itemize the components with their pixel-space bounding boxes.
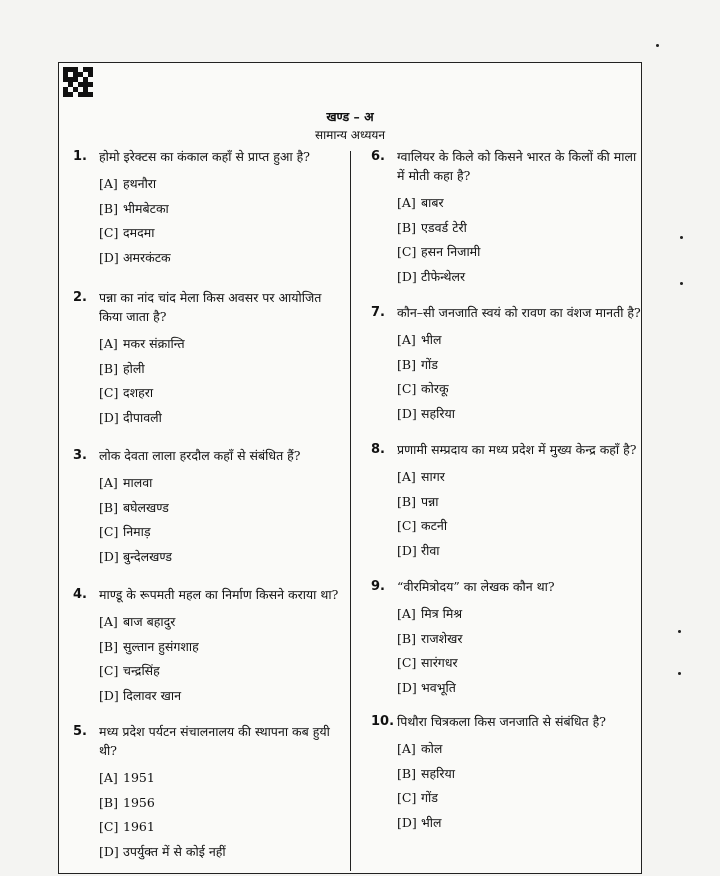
options-list	[99, 766, 343, 864]
option-text: कोरकू	[421, 381, 449, 396]
option-label: [D]	[99, 687, 119, 703]
column-divider	[350, 151, 351, 871]
option-label: [D]	[99, 843, 119, 859]
option-label: [C]	[99, 524, 119, 539]
option-item	[397, 328, 641, 353]
option-label: [B]	[99, 794, 118, 810]
question-text: माण्डू के रूपमती महल का निर्माण किसने कराया था?	[99, 587, 339, 602]
options-list	[397, 191, 641, 289]
option-text: सुल्तान हुसंगशाह	[123, 638, 199, 654]
option-text: 1961	[123, 819, 155, 834]
options-list	[397, 328, 641, 426]
scan-speck	[680, 236, 683, 239]
option-item	[99, 406, 343, 431]
option-label: [A]	[397, 606, 416, 621]
left-column	[73, 147, 343, 864]
option-text: चन्द्रसिंह	[123, 663, 160, 678]
option-text: उपर्युक्त में से कोई नहीं	[123, 843, 226, 859]
option-item	[99, 246, 343, 271]
option-item	[99, 610, 343, 635]
option-item	[99, 815, 343, 840]
option-item	[397, 265, 641, 290]
question-number: 8.	[371, 442, 385, 457]
option-item	[99, 357, 343, 382]
option-item	[99, 381, 343, 406]
option-text: राजशेखर	[421, 630, 463, 646]
option-text: एडवर्ड टेरी	[421, 219, 467, 235]
option-text: निमाड़	[123, 524, 151, 539]
option-text: कटनी	[421, 518, 448, 533]
question-text: पन्ना का नांद चांद मेला किस अवसर पर आयोजित किया जाता है?	[99, 290, 322, 324]
scan-speck	[678, 672, 681, 675]
option-text: अमरकंटक	[123, 249, 171, 265]
section-title: खण्ड – अ	[326, 109, 374, 124]
option-label: [A]	[397, 469, 416, 484]
question-text: मध्य प्रदेश पर्यटन संचालनालय की स्थापना कब हुयी थी?	[99, 724, 330, 758]
qr-code-icon	[63, 67, 93, 97]
options-list	[99, 610, 343, 708]
option-item	[397, 353, 641, 378]
option-item	[397, 539, 641, 564]
option-item	[99, 791, 343, 816]
option-item	[99, 766, 343, 791]
scan-speck	[678, 630, 681, 633]
option-item	[397, 514, 641, 539]
option-item	[99, 471, 343, 496]
question-9	[371, 577, 641, 700]
option-item	[99, 840, 343, 865]
question-number: 6.	[371, 149, 385, 164]
option-text: बाबर	[421, 195, 444, 210]
option-label: [D]	[397, 542, 417, 558]
option-item	[99, 545, 343, 570]
question-number: 4.	[73, 587, 87, 602]
option-item	[397, 737, 641, 762]
option-text: पन्ना	[421, 493, 439, 509]
options-list	[99, 471, 343, 569]
question-3	[73, 446, 343, 569]
option-item	[397, 240, 641, 265]
options-list	[99, 172, 343, 270]
question-10	[371, 712, 641, 835]
option-text: 1951	[123, 770, 155, 785]
option-label: [A]	[99, 336, 118, 351]
option-text: टीफेन्थेलर	[421, 268, 466, 284]
option-item	[99, 635, 343, 660]
option-text: मित्र मिश्र	[421, 606, 463, 621]
option-label: [C]	[397, 655, 417, 670]
option-text: भवभूति	[421, 679, 456, 695]
option-text: हसन निजामी	[421, 244, 481, 259]
option-item	[99, 659, 343, 684]
option-label: [A]	[397, 195, 416, 210]
question-5	[73, 722, 343, 864]
option-label: [D]	[397, 405, 417, 421]
option-item	[99, 520, 343, 545]
section-subtitle: सामान्य अध्ययन	[314, 128, 386, 142]
option-item	[397, 676, 641, 701]
option-text: सागर	[421, 469, 445, 484]
option-item	[397, 651, 641, 676]
option-label: [D]	[397, 679, 417, 695]
right-column	[371, 147, 641, 835]
option-label: [B]	[397, 630, 416, 646]
option-text: सहरिया	[421, 405, 455, 421]
option-label: [C]	[397, 381, 417, 396]
option-text: सहरिया	[421, 765, 455, 781]
option-text: कोल	[421, 741, 443, 756]
option-label: [B]	[99, 638, 118, 654]
question-number: 9.	[371, 579, 385, 594]
options-list	[397, 465, 641, 563]
question-text: कौन–सी जनजाति स्वयं को रावण का वंशज मानती है?	[397, 305, 641, 320]
option-text: भीमबेटका	[123, 200, 169, 216]
question-paper-page	[58, 62, 642, 874]
question-number: 10.	[371, 714, 395, 729]
option-label: [C]	[99, 663, 119, 678]
option-label: [C]	[99, 819, 119, 834]
option-label: [A]	[397, 332, 416, 347]
question-7	[371, 303, 641, 426]
question-text: “वीरमित्रोदय” का लेखक कौन था?	[397, 579, 555, 594]
question-number: 3.	[73, 448, 87, 463]
question-text: होमो इरेक्टस का कंकाल कहाँ से प्राप्त हुआ है?	[99, 149, 310, 164]
scan-speck	[656, 44, 659, 47]
option-label: [A]	[99, 475, 118, 490]
option-label: [B]	[99, 360, 118, 376]
option-item	[397, 465, 641, 490]
option-label: [D]	[397, 814, 417, 830]
scan-speck	[680, 282, 683, 285]
option-text: रीवा	[421, 542, 440, 558]
section-header	[59, 107, 641, 145]
option-text: गोंड	[421, 356, 438, 372]
options-list	[397, 602, 641, 700]
option-text: सारंगधर	[421, 655, 458, 670]
question-8	[371, 440, 641, 563]
option-label: [D]	[99, 409, 119, 425]
option-text: बघेलखण्ड	[123, 499, 169, 515]
option-item	[397, 490, 641, 515]
options-list	[397, 737, 641, 835]
question-2	[73, 288, 343, 430]
option-label: [D]	[99, 249, 119, 265]
option-label: [B]	[397, 765, 416, 781]
option-text: 1956	[123, 794, 155, 810]
option-text: दिलावर खान	[123, 687, 182, 703]
question-number: 5.	[73, 724, 87, 739]
option-item	[99, 496, 343, 521]
option-label: [D]	[99, 548, 119, 564]
option-text: हथनौरा	[123, 176, 157, 191]
option-text: बाज बहादुर	[123, 614, 176, 629]
option-item	[99, 197, 343, 222]
question-1	[73, 147, 343, 270]
option-text: मालवा	[123, 475, 153, 490]
option-label: [A]	[397, 741, 416, 756]
option-text: भील	[421, 332, 442, 347]
option-text: गोंड	[421, 790, 438, 805]
question-4	[73, 585, 343, 708]
question-number: 2.	[73, 290, 87, 305]
option-item	[99, 332, 343, 357]
question-text: लोक देवता लाला हरदौल कहाँ से संबंधित हैं?	[99, 448, 301, 463]
option-label: [D]	[397, 268, 417, 284]
option-label: [B]	[99, 200, 118, 216]
option-text: दशहरा	[123, 385, 154, 400]
option-item	[397, 402, 641, 427]
options-list	[99, 332, 343, 430]
option-item	[397, 216, 641, 241]
option-text: बुन्देलखण्ड	[123, 548, 172, 564]
option-label: [B]	[397, 493, 416, 509]
option-label: [B]	[99, 499, 118, 515]
option-item	[397, 191, 641, 216]
option-label: [B]	[397, 356, 416, 372]
option-label: [A]	[99, 614, 118, 629]
question-text: ग्वालियर के किले को किसने भारत के किलों की माला में मोती कहा है?	[397, 149, 637, 183]
option-item	[99, 172, 343, 197]
option-label: [C]	[397, 244, 417, 259]
question-number: 1.	[73, 149, 87, 164]
option-item	[99, 221, 343, 246]
question-text: पिथौरा चित्रकला किस जनजाति से संबंधित है?	[397, 714, 606, 729]
question-text: प्रणामी सम्प्रदाय का मध्य प्रदेश में मुख्य केन्द्र कहाँ है?	[397, 442, 637, 457]
option-text: भील	[421, 814, 442, 830]
option-item	[99, 684, 343, 709]
option-label: [B]	[397, 219, 416, 235]
option-item	[397, 627, 641, 652]
option-label: [A]	[99, 770, 118, 785]
question-6	[371, 147, 641, 289]
option-label: [C]	[99, 385, 119, 400]
option-item	[397, 377, 641, 402]
option-label: [A]	[99, 176, 118, 191]
option-item	[397, 786, 641, 811]
option-item	[397, 602, 641, 627]
option-label: [C]	[99, 225, 119, 240]
option-text: मकर संक्रान्ति	[123, 336, 185, 351]
question-number: 7.	[371, 305, 385, 320]
option-text: दमदमा	[123, 225, 155, 240]
option-label: [C]	[397, 790, 417, 805]
option-item	[397, 811, 641, 836]
option-text: दीपावली	[123, 409, 162, 425]
option-item	[397, 762, 641, 787]
option-text: होली	[123, 360, 145, 376]
option-label: [C]	[397, 518, 417, 533]
